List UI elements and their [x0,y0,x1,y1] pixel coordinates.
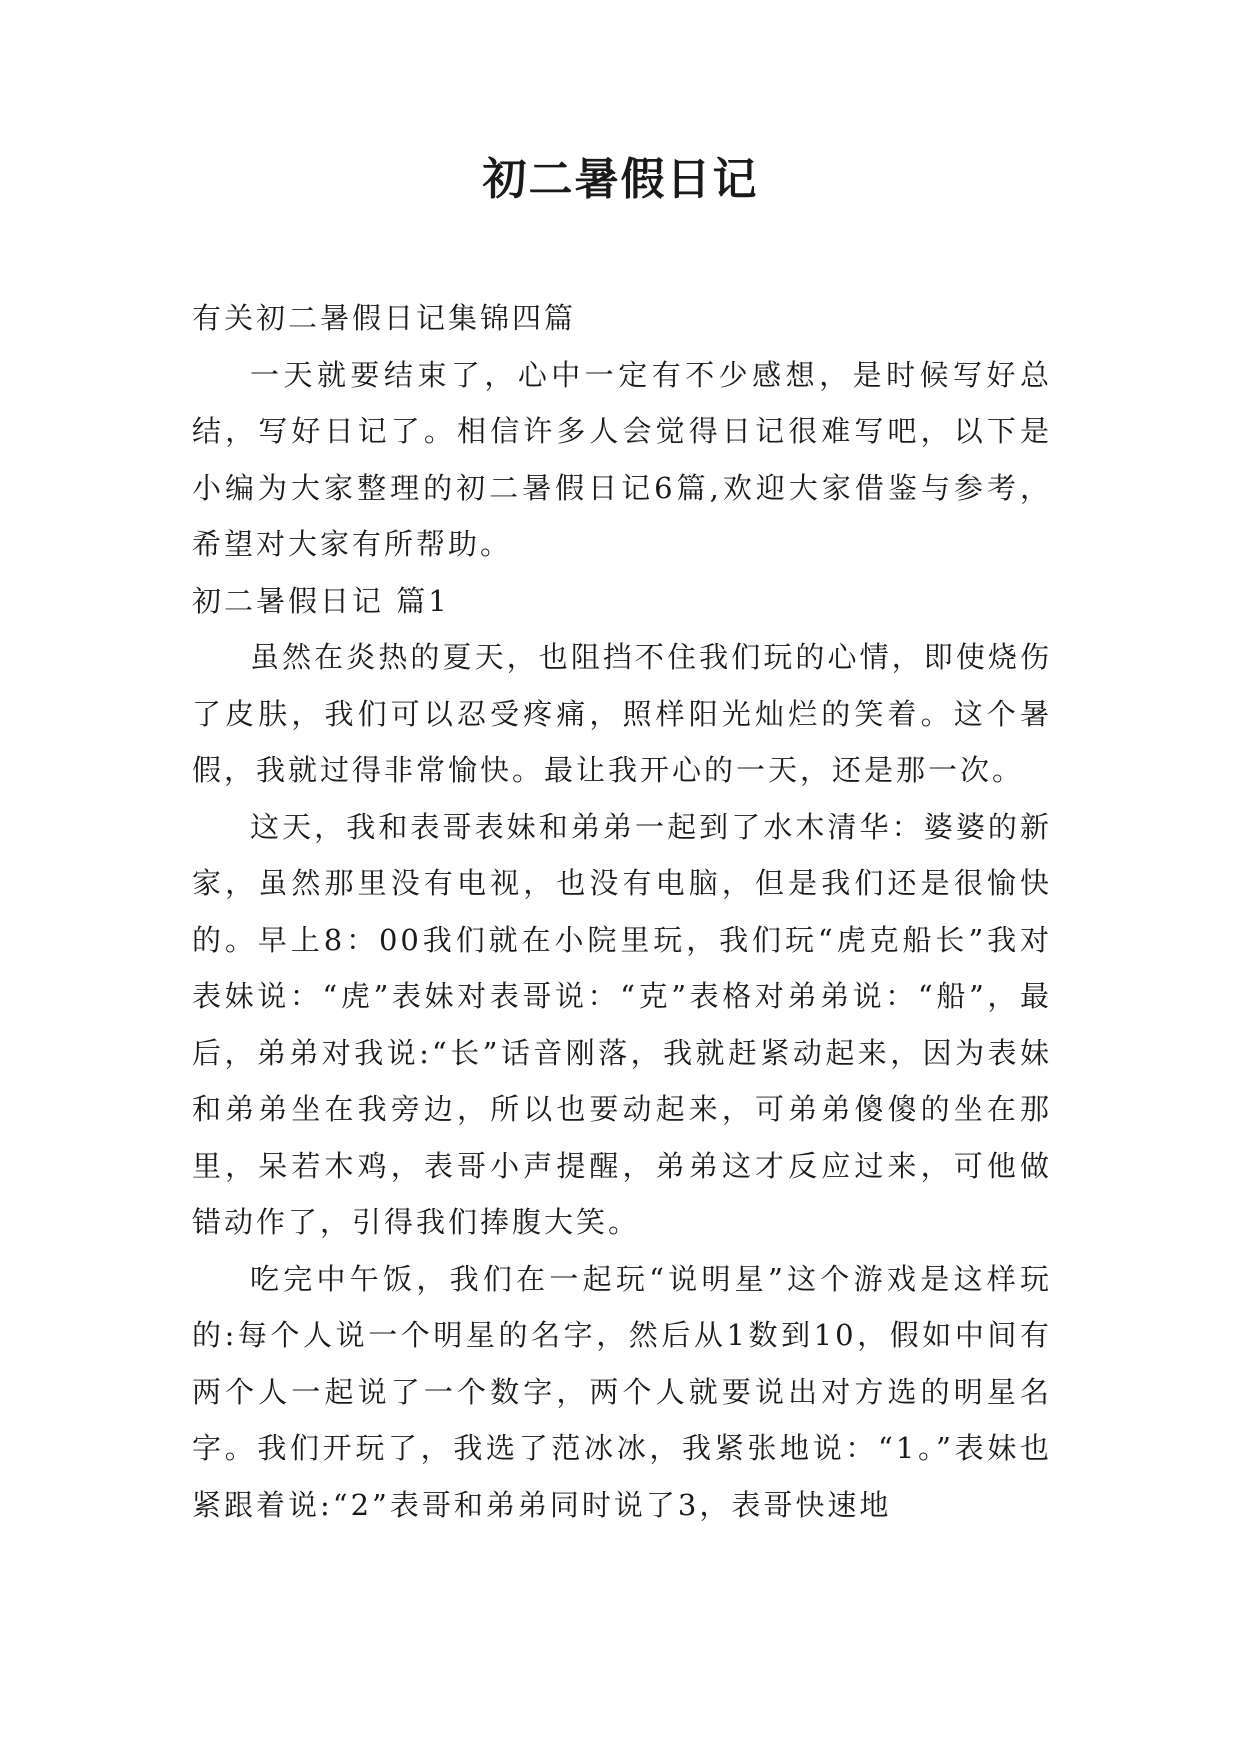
intro-paragraph: 一天就要结束了，心中一定有不少感想，是时候写好总结，写好日记了。相信许多人会觉得日记很难写吧，以下是小编为大家整理的初二暑假日记6篇,欢迎大家借鉴与参考，希望对大家有所帮助。 [192,357,1052,561]
body-paragraph: 吃完中午饭，我们在一起玩“说明星”这个游戏是这样玩的:每个人说一个明星的名字，然后从1数到10，假如中间有两个人一起说了一个数字，两个人就要说出对方选的明星名字。我们开玩了，我选了范冰冰，我紧张地说：“1。”表妹也紧跟着说:“2”表哥和弟弟同时说了3，表哥快速地 [192,1261,1052,1522]
document-title: 初二暑假日记 [482,154,759,205]
body-paragraph: 虽然在炎热的夏天，也阻挡不住我们玩的心情，即使烧伤了皮肤，我们可以忍受疼痛，照样阳光灿烂的笑着。这个暑假，我就过得非常愉快。最让我开心的一天，还是那一次。 [192,640,1052,787]
section-heading: 初二暑假日记 篇1 [192,583,450,618]
document-subtitle: 有关初二暑假日记集锦四篇 [192,301,577,335]
document-body [192,290,1052,1533]
body-paragraph: 这天，我和表哥表妹和弟弟一起到了水木清华：婆婆的新家，虽然那里没有电视，也没有电脑，但是我们还是很愉快的。早上8：00我们就在小院里玩，我们玩“虎克船长”我对表妹说：“虎”表妹对表哥说：“克”表格对弟弟说：“船”，最后，弟弟对我说:“长”话音刚落，我就赶紧动起来，因为表妹和弟弟坐在我旁边，所以也要动起来，可弟弟傻傻的坐在那里，呆若木鸡，表哥小声提醒，弟弟这才反应过来，可他做错动作了，引得我们捧腹大笑。 [192,809,1052,1239]
